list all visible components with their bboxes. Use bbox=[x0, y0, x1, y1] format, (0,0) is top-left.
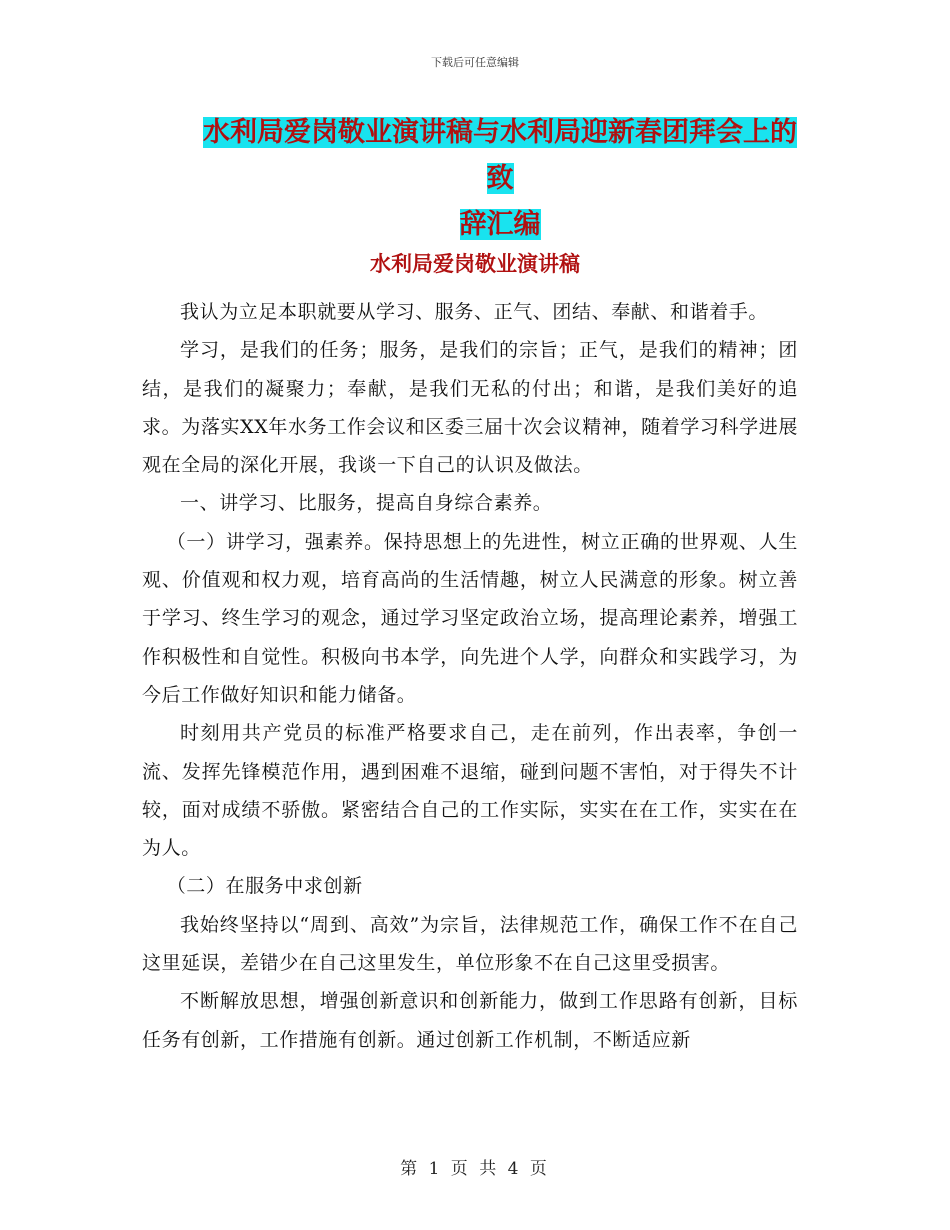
paragraph: 学习，是我们的任务；服务，是我们的宗旨；正气，是我们的精神；团结，是我们的凝聚力；奉献，是我们无私的付出；和谐，是我们美好的追求。为落实XX年水务工作会议和区委三届十次会议精神，随着学习科学进展观在全局的深化开展，我谈一下自己的认识及做法。 bbox=[142, 339, 798, 477]
page-number-footer: 第 1 页 共 4 页 bbox=[400, 1159, 550, 1179]
paragraph: 时刻用共产党员的标准严格要求自己，走在前列，作出表率，争创一流、发挥先锋模范作用，遇到困难不退缩，碰到问题不害怕，对于得失不计较，面对成绩不骄傲。紧密结合自己的工作实际，实实在在工作，实实在在为人。 bbox=[142, 722, 798, 860]
section-title: 水利局爱岗敬业演讲稿 bbox=[370, 252, 580, 276]
document-title-line-2: 辞汇编 bbox=[459, 209, 541, 240]
document-title bbox=[190, 110, 810, 248]
document-title-line-1: 水利局爱岗敬业演讲稿与水利局迎新春团拜会上的致 bbox=[203, 117, 797, 194]
paragraph: 一、讲学习、比服务，提高自身综合素养。 bbox=[180, 492, 553, 515]
paragraph: （一）讲学习，强素养。保持思想上的先进性，树立正确的世界观、人生观、价值观和权力观，培育高尚的生活情趣，树立人民满意的形象。树立善于学习、终生学习的观念，通过学习坚定政治立场，提高理论素养，增强工作积极性和自觉性。积极向书本学，向先进个人学，向群众和实践学习，为今后工作做好知识和能力储备。 bbox=[142, 530, 798, 706]
document-body bbox=[142, 293, 798, 1059]
paragraph: （二）在服务中求创新 bbox=[166, 875, 363, 898]
paragraph: 我始终坚持以“周到、高效”为宗旨，法律规范工作，确保工作不在自己这里延误，差错少在自己这里发生，单位形象不在自己这里受损害。 bbox=[142, 913, 798, 975]
header-note: 下载后可任意编辑 bbox=[431, 56, 519, 69]
paragraph: 不断解放思想，增强创新意识和创新能力，做到工作思路有创新，目标任务有创新，工作措施有创新。通过创新工作机制，不断适应新 bbox=[142, 990, 798, 1051]
paragraph: 我认为立足本职就要从学习、服务、正气、团结、奉献、和谐着手。 bbox=[180, 301, 769, 323]
